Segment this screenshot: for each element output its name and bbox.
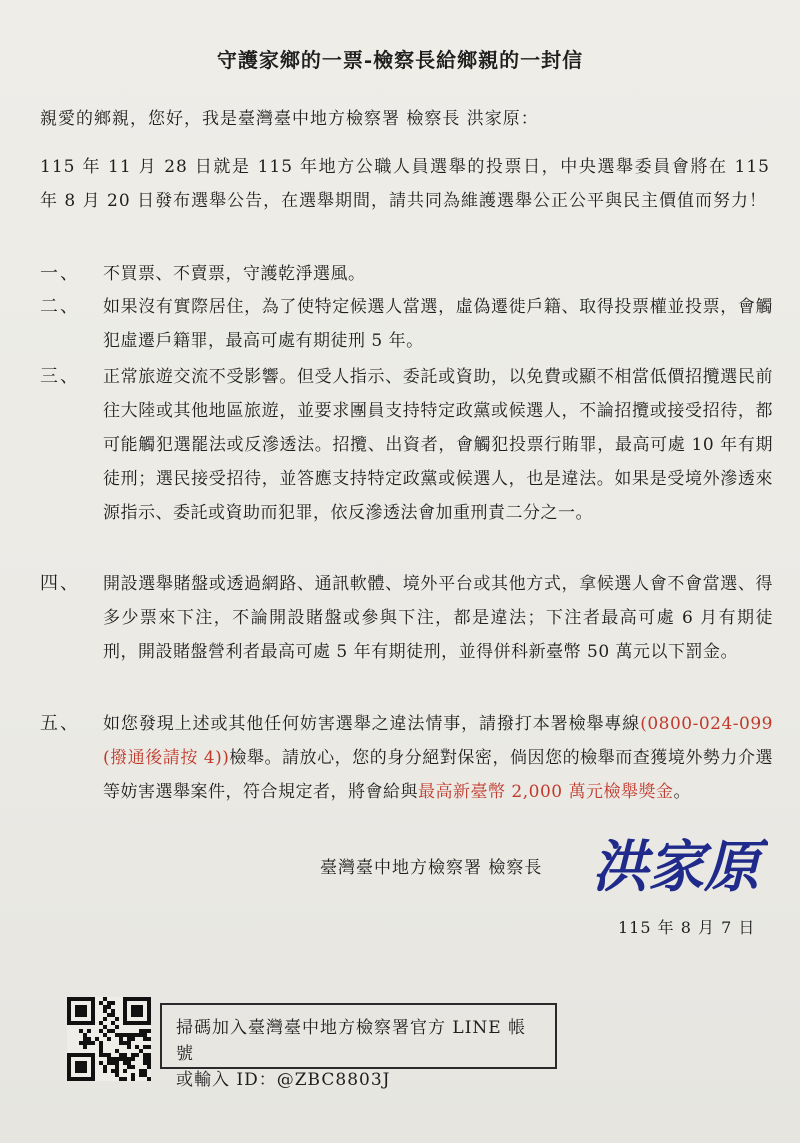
line-instruction: 掃碼加入臺灣臺中地方檢察署官方 LINE 帳號 — [176, 1018, 527, 1064]
item-number: 三、 — [40, 366, 80, 387]
item-text-c: 。 — [673, 782, 691, 802]
item-text — [103, 707, 773, 809]
letter-date: 115 年 8 月 7 日 — [618, 918, 756, 937]
item-number: 五、 — [40, 713, 80, 734]
intro-paragraph: 115 年 11 月 28 日就是 115 年地方公職人員選舉的投票日，中央選舉委員會將在 115 年 8 月 20 日發布選舉公告，在選舉期間，請共同為維護選舉公正公平與民主價值而努力！ — [40, 157, 770, 211]
signature-image — [588, 826, 768, 904]
item-text: 不買票、不賣票，守護乾淨選風。 — [103, 264, 366, 284]
hotline-number: (0800-024-099 (撥通後請按 4)) — [103, 714, 773, 768]
signatory-title: 臺灣臺中地方檢察署 檢察長 — [320, 858, 543, 878]
page-title: 守護家鄉的一票-檢察長給鄉親的一封信 — [216, 48, 584, 72]
greeting: 親愛的鄉親，您好，我是臺灣臺中地方檢察署 檢察長 洪家原： — [40, 109, 539, 129]
qr-code-graphic — [67, 997, 151, 1081]
item-number: 一、 — [40, 263, 80, 284]
handwritten-signature — [588, 826, 768, 904]
line-account-box — [160, 1003, 557, 1090]
item-text: 如果沒有實際居住，為了使特定候選人當選，虛偽遷徙戶籍、取得投票權並投票，會觸犯虛遷戶籍罪，最高可處有期徒刑 5 年。 — [103, 297, 773, 351]
qr-code-icon[interactable] — [67, 997, 151, 1081]
signature-glyphs: 洪家原 — [592, 834, 760, 900]
item-number: 二、 — [40, 296, 80, 317]
item-text: 正常旅遊交流不受影響。但受人指示、委託或資助，以免費或顯不相當低價招攬選民前往大陸或其他地區旅遊，並要求團員支持特定政黨或候選人，不論招攬或接受招待，都可能觸犯選罷法或反滲透法。招攬、出資者，會觸犯投票行賄罪，最高可處 10 年有期徒刑；選民接受招待，並答應支持特定政黨或候選人，也是違法。如果是受境外滲透來源指示、委託或資助而犯罪，依反滲透法會加重刑責二分之一。 — [103, 367, 773, 523]
item-text-b: 檢舉。請放心，您的身分絕對保密，倘因您的檢舉而查獲境外勢力介選等妨害選舉案件，符合規定者，將會給與 — [103, 748, 773, 802]
item-text: 開設選舉賭盤或透過網路、通訊軟體、境外平台或其他方式，拿候選人會不會當選、得多少票來下注，不論開設賭盤或參與下注，都是違法；下注者最高可處 6 月有期徒刑，開設賭盤營利者最高可處 5 年有期徒刑，並得併科新臺幣 50 萬元以下罰金。 — [103, 574, 773, 662]
item-text-a: 如您發現上述或其他任何妨害選舉之違法情事，請撥打本署檢舉專線 — [103, 714, 641, 734]
reward-amount: 最高新臺幣 2,000 萬元檢舉獎金 — [418, 782, 674, 802]
item-number: 四、 — [40, 573, 80, 594]
line-id: 或輸入 ID：@ZBC8803J — [176, 1070, 391, 1090]
